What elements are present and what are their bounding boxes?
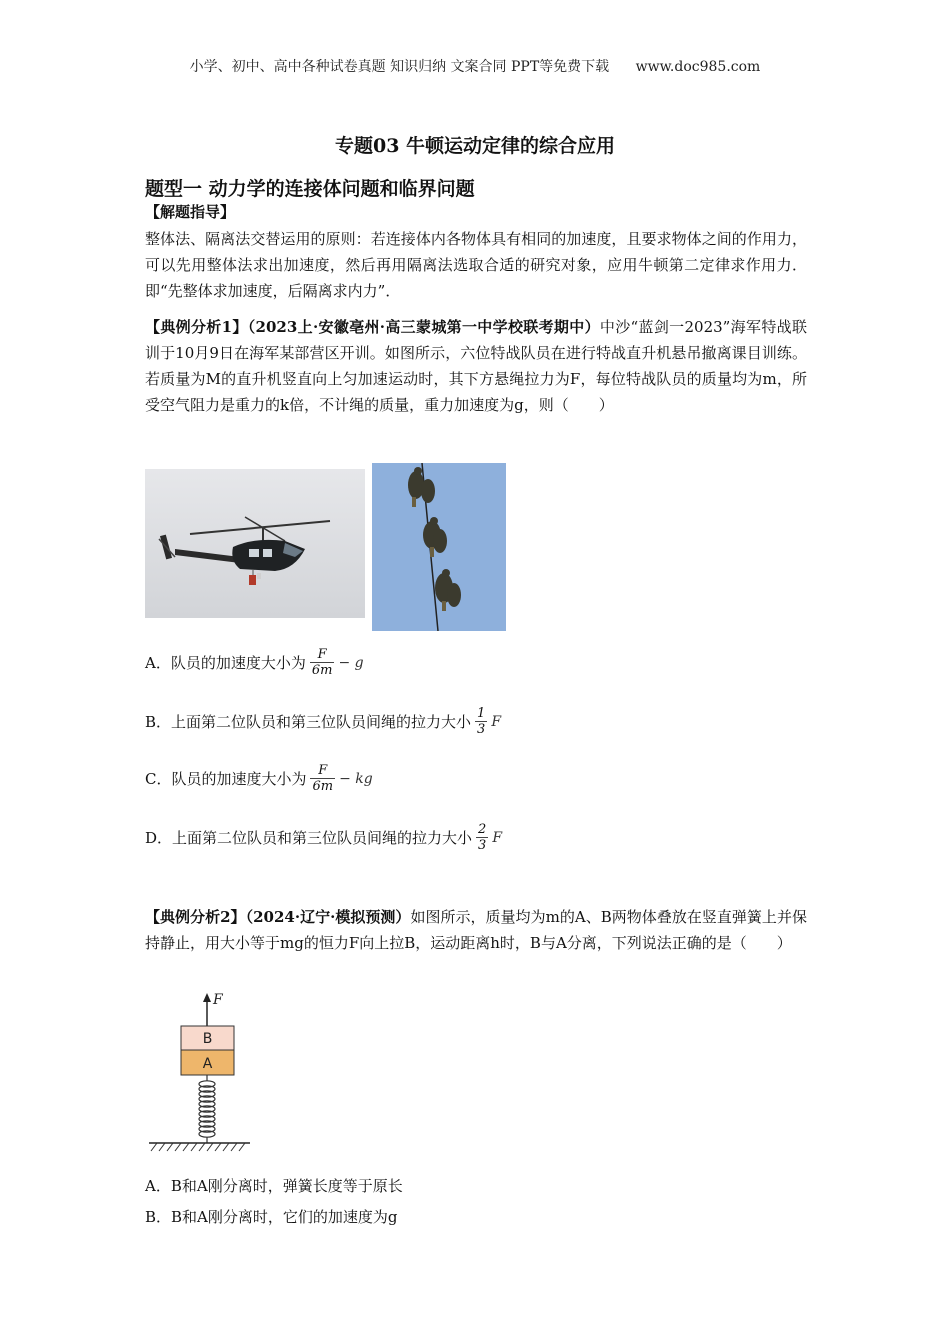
option-d-text: D．上面第二位队员和第三位队员间绳的拉力大小	[145, 829, 473, 847]
section-title: 题型一 动力学的连接体问题和临界问题	[145, 178, 475, 200]
helicopter-photo	[145, 469, 365, 618]
example1-option-b[interactable]	[145, 706, 501, 737]
example2-source: （2024·辽宁·模拟预测）	[245, 908, 411, 926]
block-b-label: B	[202, 1031, 213, 1047]
option-d-tail: F	[492, 829, 503, 846]
guide-text: 整体法、隔离法交替运用的原则：若连接体内各物体具有相同的加速度，且要求物体之间的作用力，可以先用整体法求出加速度，然后再用隔离法选取合适的研究对象，应用牛顿第二定律求作用力．即“先整体求加速度，后隔离求内力”．	[145, 230, 807, 300]
option-c-tail: − kg	[339, 770, 373, 787]
example2-option-b[interactable]: B．B和A刚分离时，它们的加速度为g	[145, 1208, 398, 1226]
example1-paragraph	[145, 314, 807, 418]
force-label: F	[213, 992, 223, 1008]
ground-hatching	[151, 1143, 245, 1151]
force-arrow-head	[203, 993, 211, 1002]
block-a-label: A	[202, 1056, 213, 1072]
option-a-text: A．队员的加速度大小为	[145, 654, 306, 672]
option-a-fraction: $\frac{F}{6m}$	[311, 647, 333, 678]
example1-option-c[interactable]	[145, 763, 373, 794]
option-a-tail: − g	[338, 654, 364, 671]
header-url[interactable]: www.doc985.com	[635, 59, 761, 75]
option-b-fraction: $\frac{1}{3}$	[477, 706, 486, 737]
example2-label: 【典例分析2】	[145, 908, 246, 926]
option-b-tail: F	[491, 713, 502, 730]
option-c-fraction: $\frac{F}{6m}$	[312, 763, 334, 794]
option-b-text: B．上面第二位队员和第三位队员间绳的拉力大小	[145, 713, 472, 731]
header-text: 小学、初中、高中各种试卷真题 知识归纳 文案合同 PPT等免费下载	[189, 59, 610, 75]
example1-option-d[interactable]	[145, 822, 502, 853]
spring	[199, 1075, 215, 1143]
example2-text: 如图所示，质量均为m的A、B两物体叠放在竖直弹簧上并保持静止，用大小等于mg的恒力F向上拉B，运动距离h时，B与A分离，下列说法正确的是（ ）	[145, 908, 807, 952]
page-title: 专题03 牛顿运动定律的综合应用	[334, 135, 616, 157]
example1-text: 中沙“蓝剑一2023”海军特战联训于10月9日在海军某部营区开训。如图所示，六位特战队员在进行特战直升机悬吊撤离课目训练。若质量为M的直升机竖直向上匀加速运动时，其下方悬绳拉力为F，每位特战队员的质量均为m，所受空气阻力是重力的k倍，不计绳的质量，重力加速度为g，则（ ）	[145, 318, 807, 414]
example2-paragraph	[145, 904, 807, 956]
spring-block-figure	[145, 988, 255, 1158]
example2-option-a[interactable]: A．B和A刚分离时，弹簧长度等于原长	[145, 1177, 403, 1195]
example1-label: 【典例分析1】	[145, 318, 248, 336]
example1-source: （2023上·安徽亳州·高三蒙城第一中学校联考期中）	[247, 318, 600, 336]
page-header	[0, 56, 950, 76]
example1-option-a[interactable]	[145, 647, 364, 678]
guide-label: 【解题指导】	[145, 203, 236, 221]
suspended-soldiers-photo	[372, 463, 506, 631]
option-c-text: C．队员的加速度大小为	[145, 770, 307, 788]
option-d-fraction: $\frac{2}{3}$	[478, 822, 487, 853]
